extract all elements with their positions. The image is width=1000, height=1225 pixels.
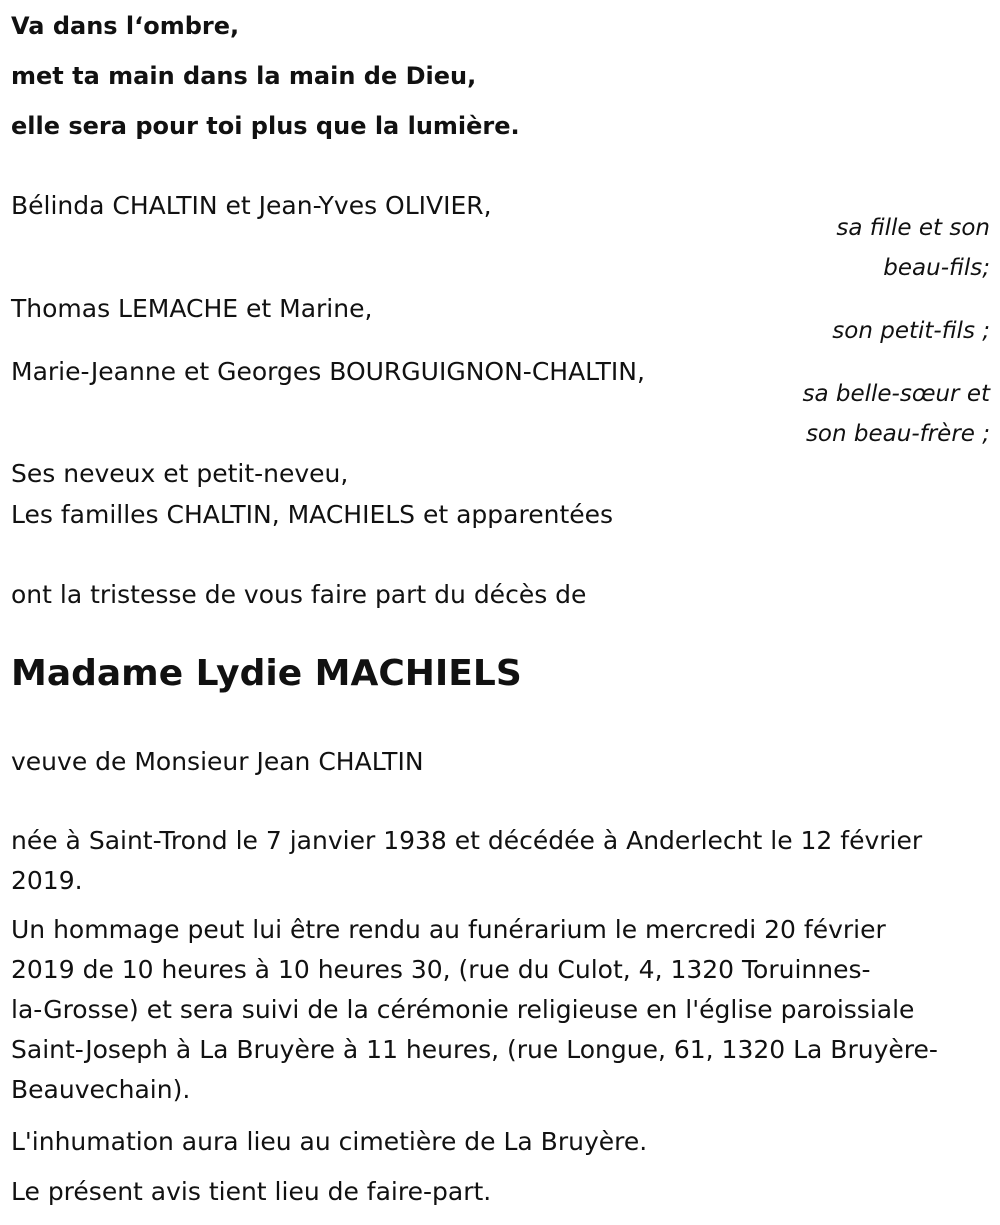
widow-of-text: veuve de Monsieur Jean CHALTIN <box>11 747 424 776</box>
family-entry-1-relation-line-2: beau-fils; <box>883 255 990 281</box>
closing-text: Le présent avis tient lieu de faire-part. <box>11 1177 492 1206</box>
family-entry-3-relation-line-2: son beau-frère ; <box>805 421 990 447</box>
verse-line-2: met ta main dans la main de Dieu, <box>11 62 477 90</box>
announcement-text: ont la tristesse de vous faire part du décès de <box>11 580 587 609</box>
tribute-line-3: la-Grosse) et sera suivi de la cérémonie religieuse en l'église paroissiale <box>11 995 915 1024</box>
birth-death-paragraph <box>11 821 981 901</box>
tribute-line-4: Saint-Joseph à La Bruyère à 11 heures, (rue Longue, 61, 1320 La Bruyère- <box>11 1035 938 1064</box>
family-entry-1-relation-line-1: sa fille et son <box>836 215 990 241</box>
deceased-name: Madame Lydie MACHIELS <box>11 653 522 694</box>
tribute-line-1: Un hommage peut lui être rendu au funérarium le mercredi 20 février <box>11 915 886 944</box>
tribute-line-2: 2019 de 10 heures à 10 heures 30, (rue du Culot, 4, 1320 Toruinnes- <box>11 955 871 984</box>
family-entry-2-names: Thomas LEMACHE et Marine, <box>11 294 373 323</box>
tribute-paragraph <box>11 910 981 1110</box>
family-entry-2-relation: son petit-fils ; <box>832 318 990 344</box>
family-others-line-1: Ses neveux et petit-neveu, <box>11 459 349 488</box>
family-others-line-2: Les familles CHALTIN, MACHIELS et apparentées <box>11 500 614 529</box>
family-entry-3-names: Marie-Jeanne et Georges BOURGUIGNON-CHALTIN, <box>11 357 645 386</box>
birth-death-line-2: 2019. <box>11 866 83 895</box>
verse-line-1: Va dans l‘ombre, <box>11 12 240 40</box>
tribute-line-5: Beauvechain). <box>11 1075 191 1104</box>
burial-text: L'inhumation aura lieu au cimetière de La Bruyère. <box>11 1127 648 1156</box>
family-entry-3-relation-line-1: sa belle-sœur et <box>802 381 990 407</box>
family-entry-1-names: Bélinda CHALTIN et Jean-Yves OLIVIER, <box>11 191 492 220</box>
verse-line-3: elle sera pour toi plus que la lumière. <box>11 112 520 140</box>
birth-death-line-1: née à Saint-Trond le 7 janvier 1938 et décédée à Anderlecht le 12 février <box>11 826 923 855</box>
